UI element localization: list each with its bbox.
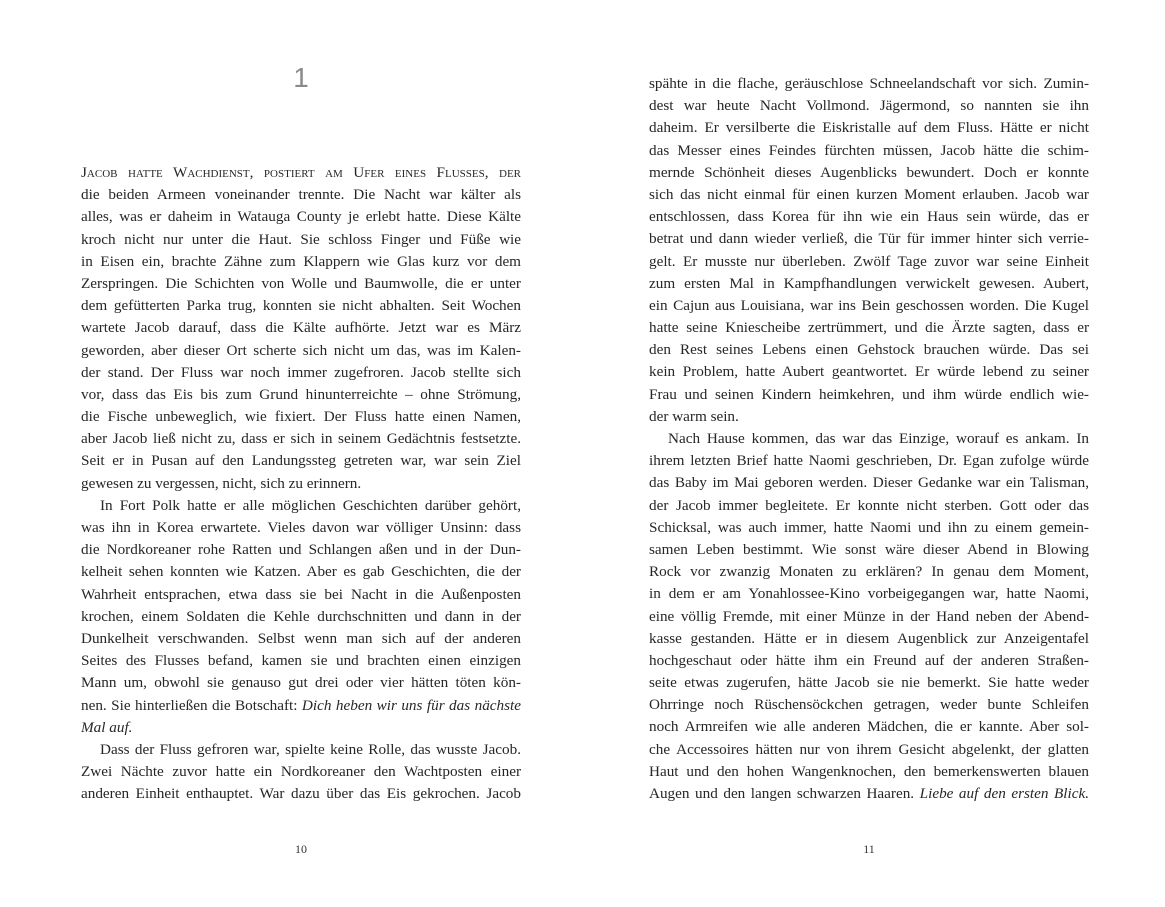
right-page — [649, 0, 1089, 907]
text-line — [649, 295, 1089, 317]
text-line — [649, 361, 1089, 383]
line-text: kelheit sehen konnten wie Katzen. Aber es gab Geschichten, die der — [81, 563, 521, 581]
line-text: das Baby im Mai geboren werden. Dieser Gedanke war ein Talisman, — [649, 474, 1089, 492]
text-line — [649, 317, 1089, 339]
line-text: der warm sein. — [649, 407, 739, 425]
text-line — [81, 384, 521, 406]
line-text: Wahrheit entsprachen, etwa dass sie bei Nacht in die Außenposten — [81, 585, 521, 603]
line-text: gelt. Er musste nur überleben. Zwölf Tage zuvor war seine Einheit — [649, 252, 1089, 270]
line-text: kasse gestanden. Hätte er in diesem Augenblick zur Anzeigentafel — [649, 629, 1089, 647]
text-line — [81, 539, 521, 561]
text-line — [649, 628, 1089, 650]
text-line — [649, 694, 1089, 716]
line-text: dest war heute Nacht Vollmond. Jägermond, so nannten sie ihn — [649, 97, 1089, 115]
line-text: Nach Hause kommen, das war das Einzige, worauf es ankam. In — [668, 430, 1089, 447]
line-text: Rock vor zwanzig Monaten zu erklären? In genau dem Moment, — [649, 563, 1089, 581]
line-text: die beiden Armeen voneinander trennte. Die Nacht war kälter als — [81, 186, 521, 204]
text-line — [649, 273, 1089, 295]
text-line — [81, 761, 521, 783]
line-text: vor, dass das Eis bis zum Grund hinunterreichte – ohne Strömung, — [81, 385, 521, 403]
text-line — [649, 184, 1089, 206]
text-line — [649, 162, 1089, 184]
right-page-text — [649, 73, 1089, 805]
line-text: Haut und den hohen Wangenknochen, den bemerkenswerten blauen — [649, 762, 1089, 780]
text-line — [649, 783, 1089, 805]
right-page-number: 11 — [863, 842, 875, 856]
line-text: den Rest seines Lebens einen Gehstock brauchen würde. Das sei — [649, 341, 1089, 359]
line-text: Seit er in Pusan auf den Landungssteg getreten war, war sein Ziel — [81, 452, 521, 470]
text-line — [81, 162, 521, 184]
text-line — [649, 517, 1089, 539]
text-line — [81, 473, 521, 495]
line-text: Ohrringe noch Rüschensöckchen getragen, weder bunte Schleifen — [649, 696, 1089, 714]
text-line — [649, 606, 1089, 628]
left-page — [81, 0, 521, 907]
text-line — [649, 472, 1089, 494]
text-line — [81, 428, 521, 450]
text-line — [649, 761, 1089, 783]
text-line — [81, 495, 521, 517]
line-text: gewesen zu vergessen, nicht, sich zu erinnern. — [81, 474, 362, 492]
text-line — [649, 583, 1089, 605]
italic-text: Mal auf. — [81, 718, 133, 736]
text-line — [81, 251, 521, 273]
line-text: mernde Schönheit dieses Augenblicks bewundert. Doch er konnte — [649, 163, 1089, 181]
line-text: in dem er am Yonahlossee-Kino vorbeigegangen war, hatte Naomi, — [649, 585, 1089, 603]
text-line — [649, 716, 1089, 738]
line-text: das Messer eines Feindes fürchten müssen, Jacob hätte die schim- — [649, 141, 1089, 159]
line-text: eine völlig Fremde, mit einer Münze in der Hand neben der Abend- — [649, 607, 1089, 625]
line-text: Mann um, obwohl sie genauso gut drei oder vier hätten töten kön- — [81, 674, 521, 692]
line-text: dem gefütterten Parka trug, konnten sie nicht abhalten. Seit Wochen — [81, 297, 521, 315]
text-line — [649, 228, 1089, 250]
text-line — [649, 672, 1089, 694]
line-text: Zerspringen. Die Schichten von Wolle und Baumwolle, die er unter — [81, 274, 521, 292]
line-text: zum ersten Mal in Kampfhandlungen verwickelt gewesen. Aubert, — [649, 274, 1089, 292]
text-line — [81, 406, 521, 428]
line-text: Jacob hatte Wachdienst, postiert am Ufer eines Flusses, der — [81, 164, 521, 181]
line-text: kroch nicht nur unter die Haut. Sie schloss Finger und Füße wie — [81, 230, 521, 248]
text-line — [81, 606, 521, 628]
text-line — [81, 295, 521, 317]
italic-text: Dich heben wir uns für das nächste — [301, 696, 521, 714]
line-text: spähte in die flache, geräuschlose Schneelandschaft vor sich. Zumin- — [649, 75, 1089, 92]
text-line — [81, 184, 521, 206]
left-page-number: 10 — [295, 842, 307, 856]
line-text: Zwei Nächte zuvor hatte ein Nordkoreaner den Wachtposten einer — [81, 763, 521, 781]
text-line — [81, 273, 521, 295]
line-text: was ihn in Korea erwartete. Vieles davon war völliger Unsinn: dass — [81, 519, 521, 536]
text-line — [81, 561, 521, 583]
text-line — [81, 739, 521, 761]
line-text: die Fische unbeweglich, wie fixiert. Der Fluss hatte einen Namen, — [81, 408, 521, 426]
line-text: Dass der Fluss gefroren war, spielte keine Rolle, das wusste Jacob. — [100, 740, 521, 758]
line-text: der Jacob immer begleitete. Er konnte nicht sterben. Gott oder das — [649, 496, 1089, 514]
line-text: anderen Einheit enthauptet. War dazu über das Eis gekrochen. Jacob — [81, 785, 521, 803]
text-line — [649, 561, 1089, 583]
line-text: aber Jacob ließ nicht zu, dass er sich in seinem Gedächtnis festsetzte. — [81, 430, 521, 448]
text-line — [649, 73, 1089, 95]
line-text: geworden, aber dieser Ort scherte sich nicht um das, was im Kalen- — [81, 341, 521, 359]
line-text: Dunkelheit verschwanden. Selbst wenn man sich auf der anderen — [81, 629, 521, 647]
line-text: Schicksal, was auch immer, hatte Naomi und ihn zu einem gemein- — [649, 518, 1089, 536]
text-line — [81, 783, 521, 805]
line-text: alles, was er daheim in Watauga County je erlebt hatte. Diese Kälte — [81, 208, 521, 226]
text-line — [649, 206, 1089, 228]
text-line — [81, 317, 521, 339]
line-text: Frau und seinen Kindern heimkehren, und ihm würde endlich wie- — [649, 385, 1089, 403]
text-line — [649, 428, 1089, 450]
line-text: in Eisen ein, brachte Zähne zum Klappern wie Glas kurz vor dem — [81, 252, 521, 270]
line-text: ihrem letzten Brief hatte Naomi geschrieben, Dr. Egan zufolge würde — [649, 452, 1089, 470]
chapter-number: 1 — [293, 62, 309, 93]
line-text: seite etwas zugerufen, hätte Jacob sie nie bemerkt. Sie hatte weder — [649, 674, 1089, 692]
text-line — [649, 140, 1089, 162]
text-line — [649, 117, 1089, 139]
text-line — [649, 450, 1089, 472]
text-line — [649, 650, 1089, 672]
line-text: hatte seine Kniescheibe zertrümmert, und die Ärzte sagten, dass er — [649, 319, 1089, 337]
text-line — [649, 739, 1089, 761]
text-line — [81, 717, 521, 739]
line-text: Augen und den langen schwarzen Haaren. — [649, 785, 915, 802]
line-text: daheim. Er versilberte die Eiskristalle auf dem Fluss. Hätte er nicht — [649, 119, 1089, 137]
text-line — [81, 695, 521, 717]
line-text: nen. Sie hinterließen die Botschaft: — [81, 696, 298, 714]
text-line — [81, 650, 521, 672]
left-page-text — [81, 162, 521, 805]
line-text: entschlossen, dass Korea für ihn wie ein Haus sein würde, das er — [649, 208, 1089, 226]
line-text: In Fort Polk hatte er alle möglichen Geschichten darüber gehört, — [100, 496, 521, 514]
line-text: betrat und dann wieder verließ, die Tür für immer hinter sich verrie- — [649, 230, 1089, 248]
text-line — [81, 672, 521, 694]
line-text: samen Leben bestimmt. Wie sonst wäre dieser Abend in Blowing — [649, 540, 1089, 558]
text-line — [649, 539, 1089, 561]
text-line — [81, 584, 521, 606]
line-text: krochen, einem Soldaten die Kehle durchschnitten und dann in der — [81, 607, 521, 625]
line-text: hochgeschaut oder hätte ihm ein Freund auf der anderen Straßen- — [649, 651, 1089, 669]
text-line — [649, 384, 1089, 406]
text-line — [649, 406, 1089, 428]
text-line — [81, 229, 521, 251]
line-text: sich das nicht einmal für einen kurzen Moment erlauben. Jacob war — [649, 185, 1089, 203]
italic-text: Liebe auf den ersten Blick. — [919, 785, 1089, 802]
line-text: die Nordkoreaner rohe Ratten und Schlangen aßen und in der Dun- — [81, 541, 521, 559]
text-line — [649, 495, 1089, 517]
line-text: kein Problem, hatte Aubert geantwortet. Er würde lebend zu seiner — [649, 363, 1089, 381]
text-line — [81, 517, 521, 539]
text-line — [81, 450, 521, 472]
line-text: der stand. Der Fluss war noch immer zugefroren. Jacob stellte sich — [81, 363, 521, 381]
text-line — [81, 362, 521, 384]
line-text: Seites des Flusses befand, kamen sie und brachten einen einzigen — [81, 652, 521, 670]
line-text: ein Cajun aus Louisiana, war ins Bein geschossen worden. Die Kugel — [649, 296, 1089, 314]
text-line — [649, 251, 1089, 273]
line-text: che Accessoires hätten nur von ihrem Gesicht abgelenkt, der glatten — [649, 740, 1089, 758]
text-line — [649, 95, 1089, 117]
line-text: noch Armreifen wie alle anderen Mädchen, die er kannte. Aber sol- — [649, 718, 1089, 736]
text-line — [81, 206, 521, 228]
line-text: wartete Jacob darauf, dass die Kälte aufhörte. Jetzt war es März — [81, 319, 521, 337]
text-line — [81, 628, 521, 650]
text-line — [649, 339, 1089, 361]
text-line — [81, 340, 521, 362]
